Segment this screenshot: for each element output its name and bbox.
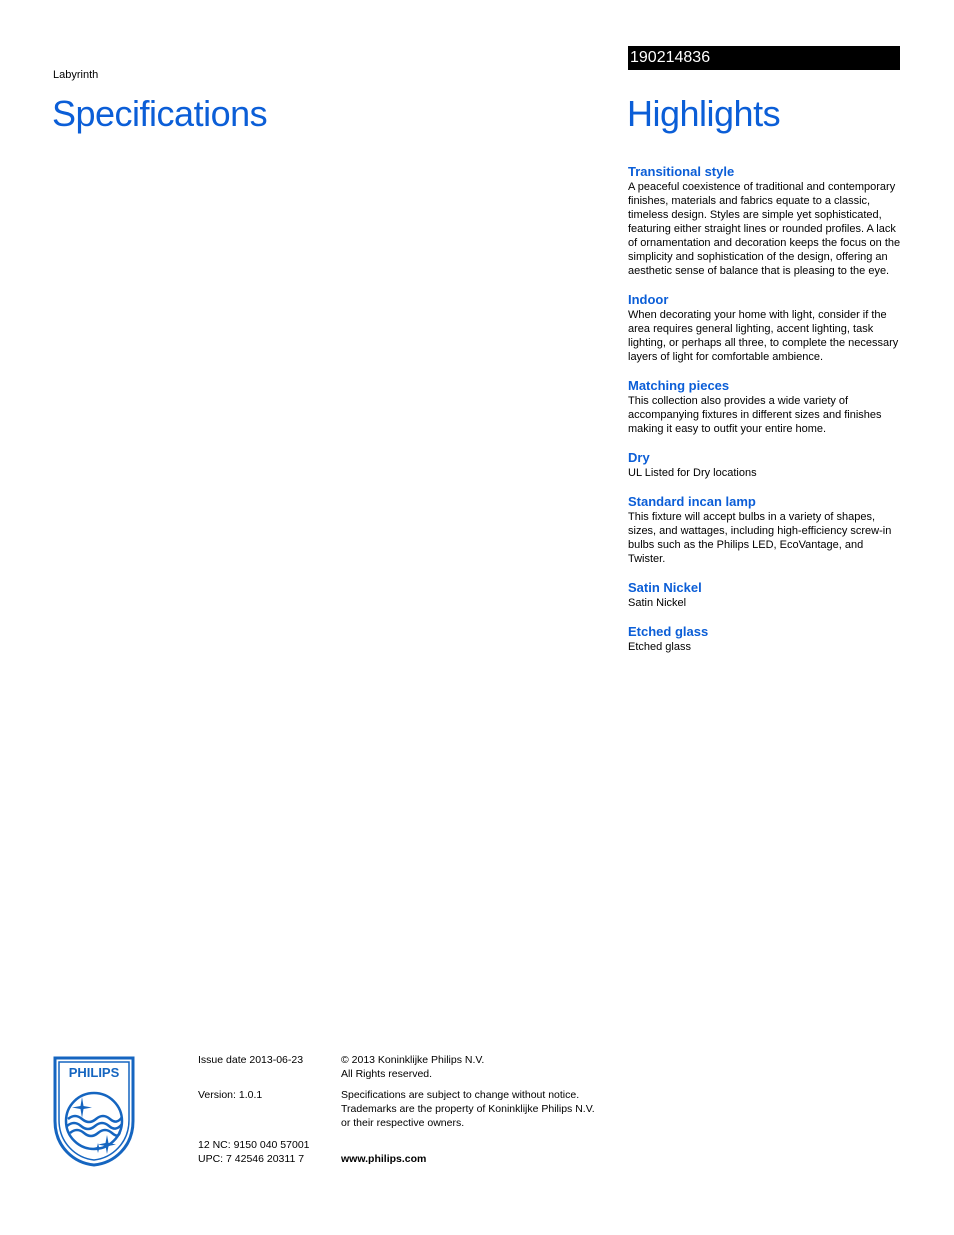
product-code-bar — [628, 46, 900, 70]
philips-shield-icon — [52, 1055, 136, 1168]
highlight-body: Satin Nickel — [628, 597, 687, 609]
notice-line-1: Specifications are subject to change without notice. — [341, 1089, 580, 1101]
highlight-heading: Standard incan lamp — [628, 494, 756, 509]
highlight-body: This fixture will accept bulbs in a variety of shapes, sizes, and wattages, including high-efficiency screw-in bulbs such as the Philips LED, EcoVantage, and Twister. — [628, 511, 892, 565]
highlight-heading: Etched glass — [628, 624, 709, 639]
highlight-heading: Indoor — [628, 292, 669, 307]
highlight-item — [628, 580, 903, 610]
highlight-item — [628, 494, 903, 566]
highlight-heading: Satin Nickel — [628, 580, 702, 595]
highlight-item — [628, 378, 903, 436]
specifications-title: Specifications — [52, 93, 268, 134]
highlight-body: When decorating your home with light, consider if the area requires general lighting, accent lighting, task lighting, or perhaps all three, to complete the necessary layers of light for comfortable ambience. — [628, 309, 899, 363]
issue-date: Issue date 2013-06-23 — [198, 1054, 304, 1066]
highlight-heading: Transitional style — [628, 164, 735, 179]
notice-line-3: or their respective owners. — [341, 1117, 465, 1129]
highlights-title: Highlights — [627, 93, 781, 134]
highlight-body: UL Listed for Dry locations — [628, 467, 757, 479]
highlights-list — [628, 164, 903, 668]
highlight-heading: Matching pieces — [628, 378, 730, 393]
product-name: Labyrinth — [53, 69, 99, 81]
product-code: 190214836 — [630, 49, 711, 66]
highlight-item — [628, 164, 903, 278]
highlight-item — [628, 450, 903, 480]
highlight-item — [628, 292, 903, 364]
highlight-heading: Dry — [628, 450, 650, 465]
nc-number: 12 NC: 9150 040 57001 — [198, 1139, 310, 1151]
highlight-item — [628, 624, 903, 654]
notice-line-2: Trademarks are the property of Koninklijke Philips N.V. — [341, 1103, 595, 1115]
logo-wordmark: PHILIPS — [68, 1065, 120, 1080]
upc-number: UPC: 7 42546 20311 7 — [198, 1153, 305, 1165]
website-link[interactable]: www.philips.com — [341, 1153, 427, 1165]
highlight-body: This collection also provides a wide variety of accompanying fixtures in different sizes and finishes making it easy to outfit your entire home. — [628, 395, 882, 435]
highlight-body: A peaceful coexistence of traditional and contemporary finishes, materials and fabrics equate to a classic, timeless design. Styles are simple yet sophisticated, featuring either straight lines or rounded profiles. A lack of ornamentation and decoration keeps the focus on the simplicity and sophistication of the design, offering an aesthetic sense of balance that is pleasing to the eye. — [628, 181, 901, 277]
philips-shield-logo — [52, 1055, 136, 1168]
highlight-body: Etched glass — [628, 641, 691, 653]
copyright-line-1: © 2013 Koninklijke Philips N.V. — [341, 1054, 485, 1066]
copyright-line-2: All Rights reserved. — [341, 1068, 433, 1080]
version: Version: 1.0.1 — [198, 1089, 263, 1101]
